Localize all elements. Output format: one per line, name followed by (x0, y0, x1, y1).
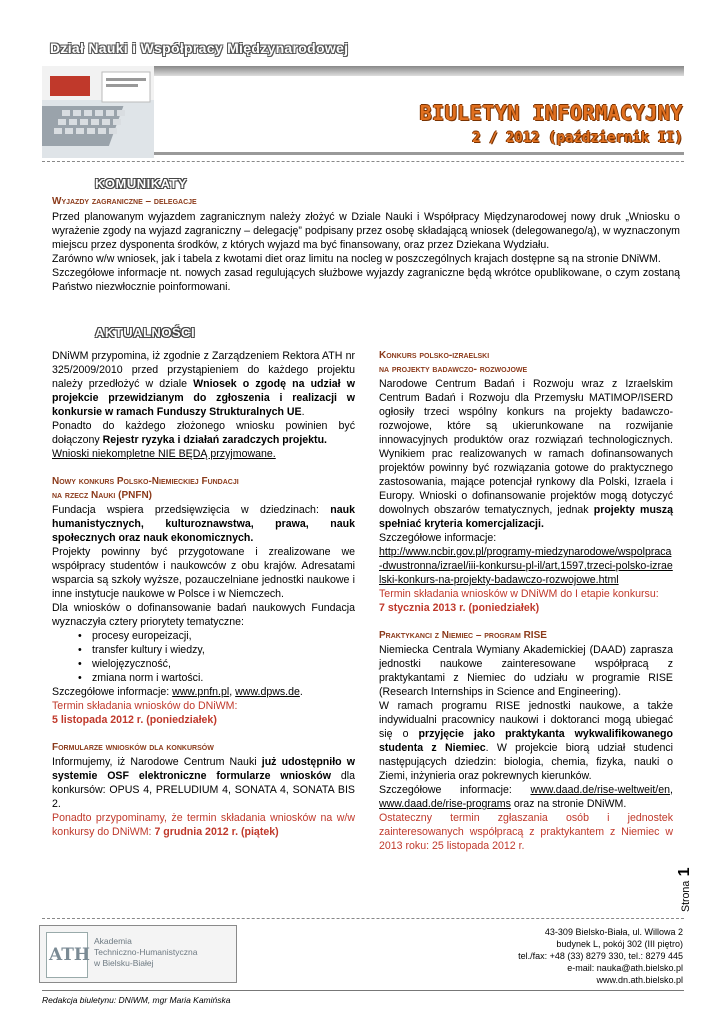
ath-emblem: ATH (46, 932, 88, 978)
rise-paragraph-2: W ramach programu RISE jednostki naukowe, a także indywidualni pracownicy naukowi i doktoranci mogą ubiegać się o przyjęcie jako praktykanta wykwalifikowanego studenta z Niemiec. W projekcie biorą udział studenci następujących dziedzin: biologia, chemia, fizyka, nauki o Ziemi, inżynieria oraz pokrewnych kierunków. (379, 700, 674, 782)
right-column (379, 349, 673, 853)
osf-reminder: Ponadto przypominamy, że termin składania wniosków na w/w konkursy do DNiWM: 7 grudnia 2012 r. (piątek) (52, 812, 355, 838)
israel-paragraph: Narodowe Centrum Badań i Rozwoju wraz z Izraelskim Centrum Badań i Rozwoju dla Przemysłu MATIMOP/ISERD ogłosiły trzeci wspólny konkurs na projekty badawczo-rozwojowe, które są ukierunkowane na rozwijanie innowacyjnych produktów oraz rozwiązań technologicznych. Wynikiem prac realizowanych w ramach dofinansowanych projektów powinny być rozwiązania gotowe do praktycznego zastosowania, mające potencjał rynkowy dla Polski, Izraela i Europy. Wnioski o dofinansowanie projektów mogą dotyczyć dowolnych obszarów tematycznych, jednak projekty muszą spełniać kryteria komercjalizacji. (379, 378, 673, 530)
osf-paragraph: Informujemy, iż Narodowe Centrum Nauki już udostępniło w systemie OSF elektroniczne formularze wniosków dla konkursów: OPUS 4, PRELUDIUM 4, SONATA 4, SONATA BIS 2. (52, 756, 355, 810)
list-item: • zmiana norm i wartości. (92, 671, 355, 685)
pnfn-deadline-label: Termin składania wniosków do DNiWM: (52, 700, 238, 712)
pnfn-details: Szczegółowe informacje: www.pnfn.pl, www.dpws.de. (52, 686, 303, 698)
pnfn-paragraph-2: Projekty powinny być przygotowane i zrealizowane we współpracy studentów i naukowców z obu krajów. Adresatami wsparcia są szkoły wyższe, pozauczelniane jednostki naukowe i inne instytucje naukowe w Polsce i w Niemczech. (52, 546, 355, 600)
bulletin-title: BIULETYN INFORMACYJNY (419, 101, 683, 125)
komunikaty-subheading: Wyjazdy zagraniczne – delegacje (52, 196, 197, 207)
bulletin-issue: 2 / 2012 (październik II) (472, 130, 683, 146)
email-link[interactable]: e-mail: nauka@ath.bielsko.pl (567, 963, 683, 973)
pnfn-priorities-list (52, 629, 355, 685)
komunikaty-paragraph-3: Szczegółowe informacje nt. nowych zasad regulujących służbowe wyjazdy zagraniczne będą wkrótce opublikowane, o czym zostaną Państwo niezwłocznie poinformowani. (52, 267, 680, 293)
header-divider (42, 161, 684, 162)
footer-rule (42, 990, 684, 991)
page-number: Strona 1 (676, 867, 693, 912)
pnfn-paragraph-3: Dla wniosków o dofinansowanie badań naukowych Fundacja wyznaczyła cztery priorytety tematyczne: (52, 602, 355, 628)
komunikaty-heading: KOMUNIKATY (95, 176, 188, 191)
rise-deadline: Ostateczny termin zgłaszania osób i jednostek zainteresowanych współpracą z praktykantem z Niemiec w 2013 roku: 25 listopada 2012 r. (379, 812, 673, 852)
keyboard-image (42, 66, 154, 158)
daad-programs-link[interactable]: www.daad.de/rise-programs (379, 798, 511, 810)
pnfn-heading-2: na rzecz Nauki (PNFN) (52, 490, 152, 501)
ncbir-link[interactable]: http://www.ncbir.gov.pl/programy-miedzynarodowe/wspolpraca-dwustronna/izrael/iii-konkursu-pl-il/art,1597,trzeci-polsko-izraelski-konkurs-na-projekty-badawczo-rozwojowe.html (379, 546, 673, 586)
ath-logo (39, 925, 237, 983)
list-item: • procesy europeizacji, (92, 629, 355, 643)
department-name: Dział Nauki i Współpracy Międzynarodowej (50, 40, 349, 56)
ath-name: Akademia Techniczno-Humanistyczna w Bielsku-Białej (94, 936, 198, 968)
israel-heading-1: Konkurs polsko-izraelski (379, 350, 490, 361)
rules-paragraph: DNiWM przypomina, iż zgodnie z Zarządzeniem Rektora ATH nr 325/2009/2010 przed przystąpieniem do każdego projektu należy przedłożyć w dziale Wniosek o zgodę na udział w projekcie przewidzianym do zgłoszenia i realizacji w konkursie w ramach Funduszy Strukturalnych UE. (52, 350, 355, 418)
website-link[interactable]: www.dn.ath.bielsko.pl (596, 975, 683, 985)
daad-weltweit-link[interactable]: www.daad.de/rise-weltweit/en (530, 784, 671, 796)
rise-details: Szczegółowe informacje: www.daad.de/rise-weltweit/en, www.daad.de/rise-programs oraz na stronie DNiWM. (379, 784, 673, 810)
komunikaty-body (52, 210, 680, 294)
dpws-link[interactable]: www.dpws.de (235, 686, 300, 698)
pnfn-paragraph-1: Fundacja wspiera przedsięwzięcia w dziedzinach: nauk humanistycznych, kulturoznawstwa, prawa, nauk społecznych oraz nauk ekonomicznych. (52, 504, 355, 544)
osf-heading: Formularze wniosków dla konkursów (52, 742, 214, 753)
israel-deadline: 7 stycznia 2013 r. (poniedziałek) (379, 602, 540, 614)
incomplete-notice: Wnioski niekompletne NIE BĘDĄ przyjmowane. (52, 448, 276, 460)
contact-address: 43-309 Bielsko-Biała, ul. Willowa 2 budynek L, pokój 302 (III piętro) tel./fax: +48 (33) 8279 330, tel.: 8279 445 e-mail: nauka@ath.bielsko.pl www.dn.ath.bielsko.pl (518, 927, 683, 985)
israel-heading-2: na projekty badawczo- rozwojowe (379, 364, 528, 375)
footer-divider (42, 918, 684, 919)
aktualnosci-heading: AKTUALNOŚCI (95, 325, 196, 340)
list-item: • transfer kultury i wiedzy, (92, 643, 355, 657)
pnfn-heading-1: Nowy konkurs Polsko-Niemieckiej Fundacji (52, 476, 239, 487)
header-rule (154, 152, 684, 155)
komunikaty-paragraph-2: Zarówno w/w wniosek, jak i tabela z kwotami diet oraz limitu na nocleg w poszczególnych krajach dostępne są na stronie DNiWM. (52, 253, 661, 265)
pnfn-link[interactable]: www.pnfn.pl (172, 686, 230, 698)
list-item: • wielojęzyczność, (92, 657, 355, 671)
header-photo (42, 66, 154, 158)
left-column (52, 349, 355, 839)
rise-paragraph-1: Niemiecka Centrala Wymiany Akademickiej (DAAD) zaprasza jednostki naukowe zainteresowane współpracą z praktykantami z Niemiec do udziału w programie RISE (Research Internships in Science and Engineering). (379, 644, 673, 698)
editors-credit: Redakcja biuletynu: DNiWM, mgr Maria Kamińska (42, 995, 231, 1005)
israel-details-label: Szczegółowe informacje: (379, 532, 497, 544)
israel-deadline-label: Termin składania wniosków w DNiWM do I etapie konkursu: (379, 588, 659, 600)
pnfn-deadline: 5 listopada 2012 r. (poniedziałek) (52, 714, 217, 726)
attachment-paragraph: Ponadto do każdego złożonego wniosku powinien być dołączony Rejestr ryzyka i działań zaradczych projektu. (52, 420, 355, 446)
rise-heading: Praktykanci z Niemiec – program RISE (379, 630, 547, 641)
komunikaty-paragraph-1: Przed planowanym wyjazdem zagranicznym należy złożyć w Dziale Nauki i Współpracy Międzynarodowej nowy druk „Wniosku o wyrażenie zgody na wyjazd zagraniczny – delegację” podpisany przez osobę składającą wniosek (delegowanego/ą), w wyznaczonym miejscu przez dysponenta środków, z których wyjazd ma być finansowany, oraz przez Dziekana Wydziału. (52, 211, 680, 251)
header-bar (154, 66, 684, 76)
